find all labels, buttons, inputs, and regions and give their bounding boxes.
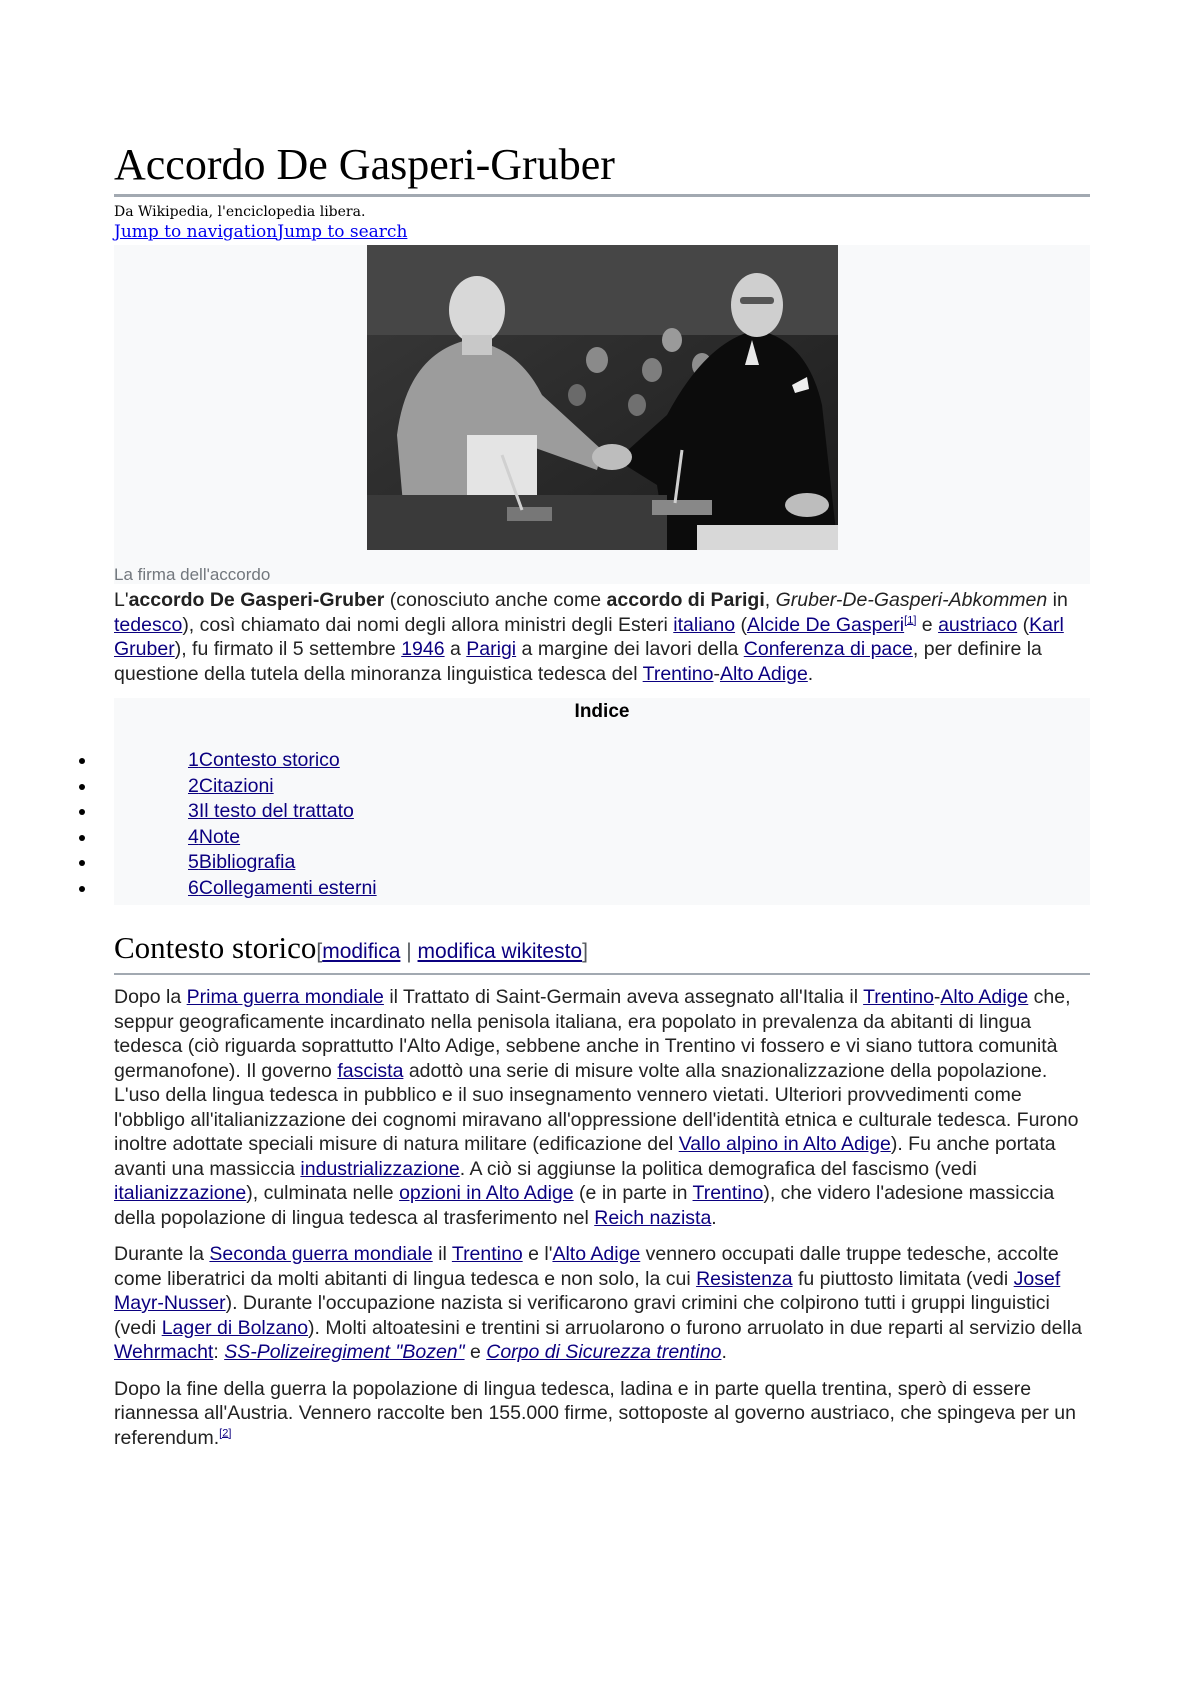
bullet-icon — [79, 758, 85, 764]
link-austriaco[interactable]: austriaco — [938, 613, 1018, 636]
text: L' — [114, 589, 129, 611]
toc-label: Bibliografia — [198, 851, 296, 873]
link-alto-adige[interactable]: Alto Adige — [719, 662, 808, 685]
text: (conosciuto anche come — [384, 589, 607, 611]
text: Dopo la — [114, 986, 187, 1008]
link-wehrmacht[interactable]: Wehrmacht — [114, 1341, 214, 1363]
text: ( — [1017, 613, 1030, 636]
page-title: Accordo De Gasperi-Gruber — [114, 138, 1090, 197]
toc-label: Il testo del trattato — [198, 800, 354, 822]
link-tedesco[interactable]: tedesco — [114, 613, 183, 636]
text: il — [432, 1243, 452, 1265]
text: a margine dei lavori della — [516, 638, 744, 660]
text: ), che videro l'adesione massiccia della popolazione di lingua tedesca al trasferimento nel — [114, 1182, 1055, 1229]
link-parigi[interactable]: Parigi — [466, 638, 517, 660]
text: che, seppur geograficamente incardinato nella penisola italiana, era popolato in prevalenza da abitanti di lingua tedesca (ciò riguarda soprattutto l'Alto Adige, sebbene anche in Trentino vi fossero e vi siano tuttora comunità germanofone). Il governo — [114, 986, 1071, 1082]
link-vallo-alpino[interactable]: Vallo alpino in Alto Adige — [678, 1133, 891, 1155]
link-alto-adige[interactable]: Alto Adige — [552, 1243, 641, 1265]
text: in — [1047, 589, 1068, 611]
toc-number: 2 — [188, 774, 199, 797]
tagline: Da Wikipedia, l'enciclopedia libera. — [114, 204, 366, 220]
link-trentino[interactable]: Trentino — [642, 662, 714, 685]
edit-section — [316, 940, 588, 963]
text: (e in parte in — [573, 1182, 693, 1204]
toc-label: Collegamenti esterni — [198, 876, 377, 899]
text: ), culminata nelle — [246, 1182, 400, 1204]
toc-number: 4 — [188, 825, 199, 848]
bullet-icon — [79, 809, 85, 815]
link-trentino[interactable]: Trentino — [692, 1182, 764, 1204]
link-lager-di-bolzano[interactable]: Lager di Bolzano — [161, 1316, 309, 1339]
text: il Trattato di Saint-Germain aveva assegnato all'Italia il — [383, 986, 864, 1008]
text: adottò una serie di misure volte alla snazionalizzazione della popolazione. L'uso della lingua tedesca in pubblico e il suo insegnamento vennero vietati. Ulteriori provvedimenti come l'obbligo all'italianizzazione dei cognomi miravano all'oppressione dell'identità etnica e culturale tedesca. Furono inoltre adottate speciali misure di natura militare (edificazione del — [114, 1059, 1079, 1155]
text: . — [721, 1341, 727, 1363]
link-trentino[interactable]: Trentino — [863, 986, 934, 1008]
edit-wikitext-link[interactable]: modifica wikitesto — [417, 940, 583, 963]
text: , — [764, 589, 776, 611]
link-italianizzazione[interactable]: italianizzazione — [114, 1182, 247, 1204]
link-opzioni-alto-adige[interactable]: opzioni in Alto Adige — [399, 1182, 574, 1204]
text: . — [711, 1206, 717, 1229]
text: - — [713, 662, 720, 685]
bold-term: accordo De Gasperi-Gruber — [128, 589, 385, 611]
table-of-contents — [114, 698, 1090, 905]
text: ). Durante l'occupazione nazista si verificarono gravi crimini che colpirono tutti i gruppi linguistici (vedi — [114, 1292, 1050, 1339]
link-reich-nazista[interactable]: Reich nazista — [594, 1206, 712, 1229]
paragraph-2 — [114, 1242, 1090, 1365]
reference-1[interactable]: [1] — [904, 614, 917, 626]
text: e — [464, 1341, 487, 1363]
text: ). Molti altoatesini e trentini si arruolarono o furono arruolato in due reparti al servizio della — [308, 1316, 1082, 1339]
link-industrializzazione[interactable]: industrializzazione — [300, 1157, 460, 1180]
section-title: Contesto storico — [114, 930, 317, 965]
text: e l' — [522, 1243, 553, 1265]
link-1946[interactable]: 1946 — [401, 638, 445, 660]
text: ( — [735, 613, 747, 636]
bracket: ] — [582, 940, 588, 963]
toc-number: 6 — [188, 876, 199, 899]
text: a — [444, 638, 467, 660]
text: . A ciò si aggiunse la politica demografica del fascismo (vedi — [459, 1157, 977, 1180]
toc-number: 3 — [188, 800, 199, 822]
text: ), così chiamato dai nomi degli allora ministri degli Esteri — [182, 613, 674, 636]
toc-link-collegamenti-esterni[interactable] — [188, 876, 377, 902]
link-karl-gruber[interactable]: Karl Gruber — [114, 613, 1064, 660]
thumbnail-figure — [114, 245, 1090, 584]
text: vennero occupati dalle truppe tedesche, accolte come liberatrici da molti abitanti di lingua tedesca e non solo, la cui — [114, 1243, 1059, 1290]
paragraph-1 — [114, 985, 1090, 1230]
bold-term: accordo di Parigi — [606, 589, 765, 611]
toc-link-note[interactable] — [188, 825, 240, 851]
toc-link-contesto-storico[interactable] — [188, 748, 340, 774]
text: . — [807, 662, 814, 685]
italic-term: Gruber-De-Gasperi-Abkommen — [775, 589, 1048, 611]
bullet-icon — [79, 835, 85, 841]
toc-label: Note — [198, 825, 241, 848]
toc-link-bibliografia[interactable] — [188, 850, 295, 876]
link-italiano[interactable]: italiano — [673, 613, 736, 636]
text: ), fu firmato il 5 settembre — [174, 638, 402, 660]
signing-photo[interactable] — [367, 245, 838, 550]
link-prima-guerra-mondiale[interactable]: Prima guerra mondiale — [186, 986, 384, 1008]
section-heading — [114, 929, 1090, 975]
edit-link[interactable]: modifica — [322, 940, 401, 963]
link-josef-mayr-nusser[interactable]: Josef Mayr-Nusser — [114, 1267, 1061, 1314]
intro-paragraph — [114, 588, 1090, 686]
text: Durante la — [114, 1243, 210, 1265]
toc-number: 5 — [188, 851, 199, 873]
text: Dopo la fine della guerra la popolazione di lingua tedesca, ladina e in parte quella trentina, sperò di essere riannessa all'Austria. Vennero raccolte ben 155.000 firme, sottoposte al governo austriaco, che spingeva per un referendum. — [114, 1377, 1076, 1449]
link-seconda-guerra-mondiale[interactable]: Seconda guerra mondiale — [209, 1243, 433, 1265]
link-resistenza[interactable]: Resistenza — [696, 1267, 793, 1290]
reference-2[interactable]: [2] — [219, 1427, 232, 1439]
link-alto-adige[interactable]: Alto Adige — [940, 986, 1029, 1008]
toc-title: Indice — [574, 701, 630, 722]
text: e — [916, 613, 939, 636]
jump-links — [114, 221, 1090, 243]
figure-caption: La firma dell'accordo — [114, 565, 271, 584]
toc-link-citazioni[interactable] — [188, 774, 274, 800]
text: fu piuttosto limitata (vedi — [792, 1267, 1014, 1290]
bullet-icon — [79, 886, 85, 892]
text: - — [933, 986, 941, 1008]
toc-number: 1 — [188, 749, 199, 771]
link-trentino[interactable]: Trentino — [451, 1243, 523, 1265]
link-ss-polizeiregiment-bozen[interactable]: SS-Polizeiregiment "Bozen" — [224, 1341, 465, 1363]
text: , per definire la questione della tutela della minoranza linguistica tedesca del — [114, 638, 1042, 685]
toc-label: Citazioni — [198, 774, 274, 797]
toc-label: Contesto storico — [198, 749, 340, 771]
jump-to-search-link[interactable]: Jump to search — [277, 222, 408, 242]
link-corpo-di-sicurezza-trentino[interactable]: Corpo di Sicurezza trentino — [486, 1341, 722, 1363]
paragraph-3 — [114, 1377, 1090, 1451]
bracket: [ — [316, 940, 323, 963]
bullet-icon — [79, 860, 85, 866]
separator: | — [400, 940, 418, 963]
link-fascista[interactable]: fascista — [337, 1059, 404, 1082]
link-conferenza-di-pace[interactable]: Conferenza di pace — [743, 638, 913, 660]
link-alcide-de-gasperi[interactable]: Alcide De Gasperi — [746, 613, 905, 636]
article — [114, 138, 1090, 1462]
bullet-icon — [79, 784, 85, 790]
jump-to-navigation-link[interactable]: Jump to navigation — [114, 222, 278, 242]
text: ). Fu anche portata avanti una massiccia — [114, 1133, 1056, 1180]
toc-link-testo-trattato[interactable] — [188, 799, 354, 825]
text: : — [213, 1341, 225, 1363]
